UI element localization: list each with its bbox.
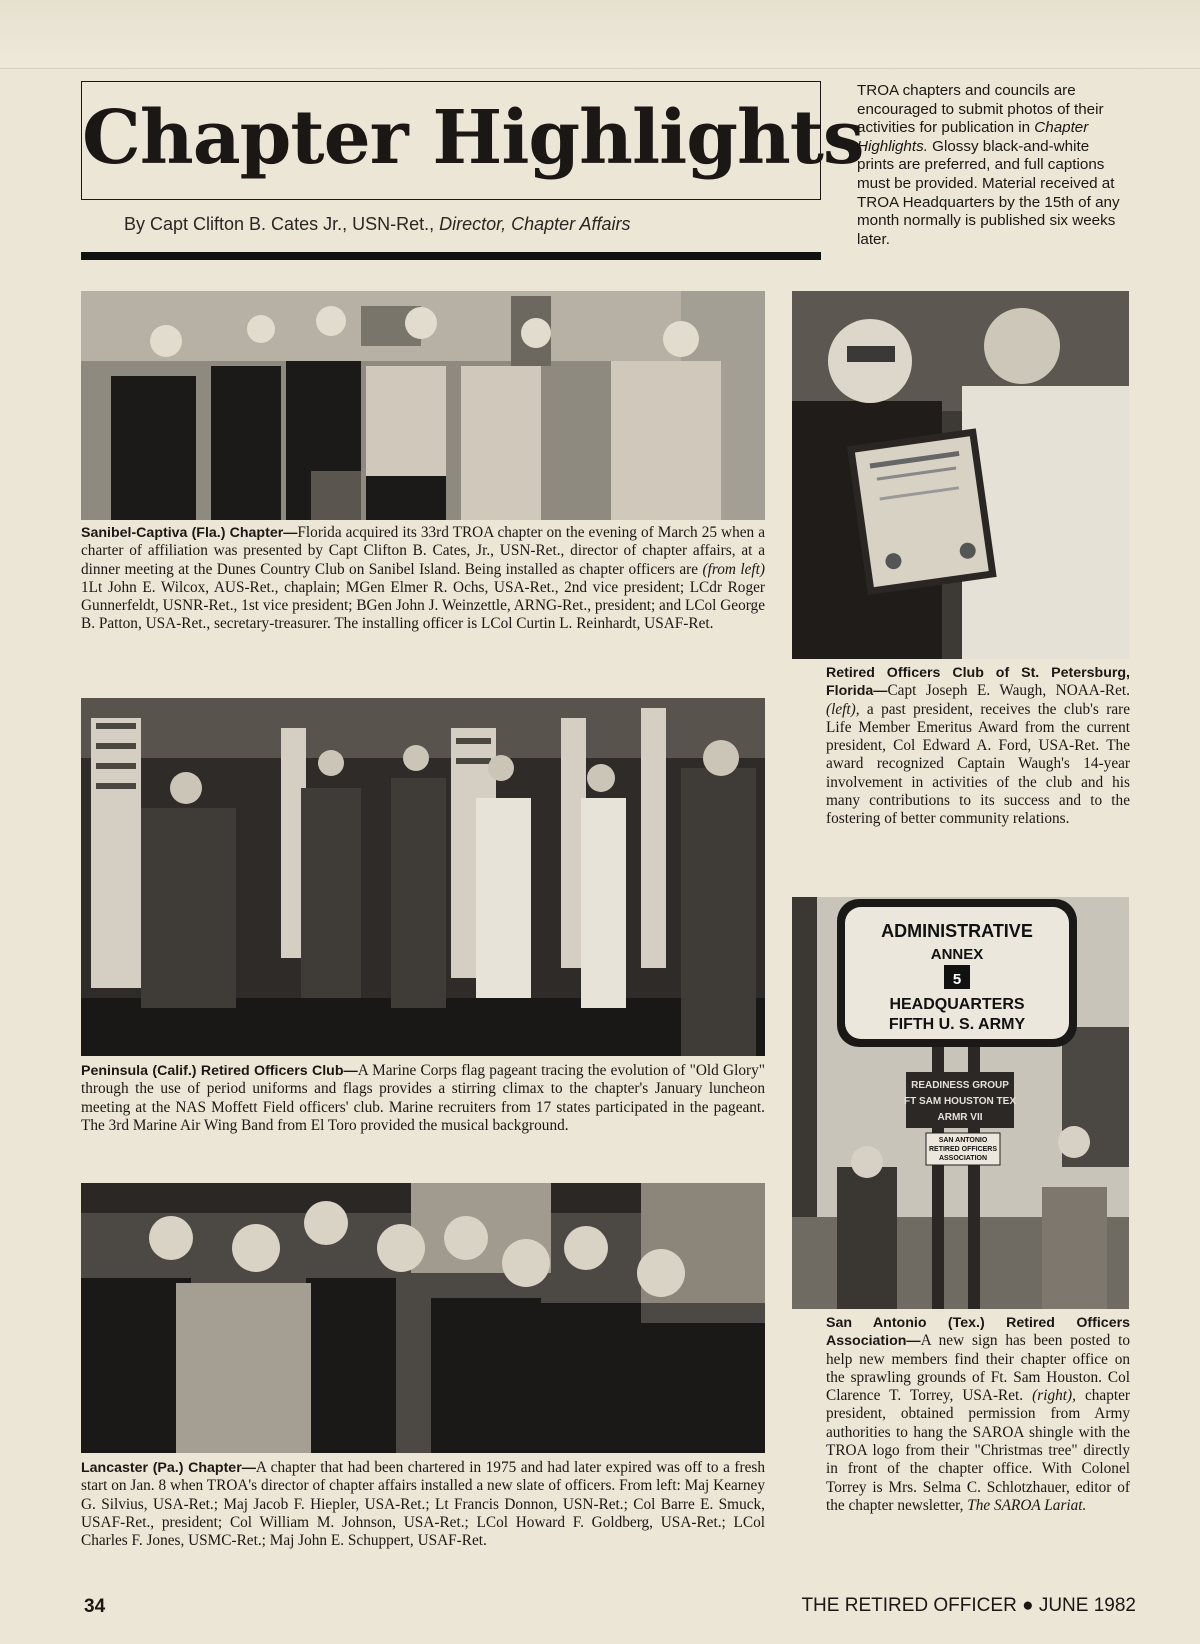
byline [124, 214, 764, 235]
byline-author: By Capt Clifton B. Cates Jr., USN-Ret., [124, 214, 440, 234]
stpete-caption-italic: (left), [826, 700, 860, 718]
sanantonio-caption-text: A new sign has been posted to help new members find their chapter office on the sprawling grounds of Ft. Sam Houston. Col Clarence T. Torrey, USA-Ret. [826, 1332, 1130, 1405]
stpete-caption [826, 664, 1130, 829]
lancaster-caption-text: A chapter that had been chartered in 1975 and had later expired was off to a fresh start on Jan. 8 when TROA's director of chapter affairs installed a new slate of officers. From left: Maj Kearney G. Silvius, USA-Ret.; Maj Jacob F. Hiepler, USA-Ret.; Lt Francis Donnon, USN-Ret.; Col Barre E. Smuck, USAF-Ret., president; Col William M. Johnson, USA-Ret.; LCol Howard F. Goldberg, USA-Ret.; LCol Charles F. Jones, USMC-Ret.; Maj John E. Schuppert, USAF-Ret. [81, 1459, 766, 1550]
sanibel-caption-head: Sanibel-Captiva (Fla.) Chapter— [81, 525, 298, 541]
peninsula-caption-text: A Marine Corps flag pageant tracing the evolution of "Old Glory" through the use of period uniforms and flags provides a stirring climax to the chapter's January luncheon meeting at the NAS Moffett Field officers' club. Marine recruiters from 17 states participated in the pageant. The 3rd Marine Air Wing Band from El Toro provided the musical background. [81, 1062, 765, 1134]
sign-arc-text: ADMINISTRATIVE [881, 921, 1033, 941]
intro-text-b: Glossy black-and-white prints are preferred, and full captions must be provided. Material received at TROA Headquarters by the 15th of any month normally is published six weeks later. [857, 137, 1120, 248]
sanantonio-caption-italic-2: The SAROA Lariat. [967, 1496, 1087, 1514]
sanantonio-photo [792, 897, 1129, 1309]
peninsula-caption-head: Peninsula (Calif.) Retired Officers Club— [81, 1063, 358, 1079]
intro-paragraph [857, 82, 1129, 249]
peninsula-photo [81, 698, 765, 1056]
header-rule [81, 252, 821, 260]
sign-readiness-2: FT SAM HOUSTON TEX [903, 1096, 1017, 1107]
stpete-photo [792, 291, 1129, 659]
sign-annex-text: ANNEX [930, 946, 984, 963]
sign-readiness-3: ARMR VII [937, 1112, 983, 1123]
sanantonio-caption-italic: (right), [1032, 1387, 1076, 1405]
byline-role: Director, Chapter Affairs [439, 214, 631, 234]
sanibel-caption-italic: (from left) [702, 560, 765, 578]
intro-italic: Chapter Highlights. [857, 119, 1089, 155]
sanantonio-caption-text-b: chapter president, obtained permission from Army authorities to hang the SAROA shingle with the TROA logo from their "Christmas tree" directly in front of the chapter office. With Colonel Torrey is Mrs. Selma C. Schlotzhauer, editor of the chapter newsletter, [826, 1387, 1130, 1514]
page-title: Chapter Highlights [82, 95, 864, 181]
sanibel-photo [81, 291, 765, 520]
stpete-caption-head: Retired Officers Club of St. Petersburg, Florida— [826, 665, 1130, 700]
sign-readiness-1: READINESS GROUP [911, 1080, 1009, 1091]
sanibel-caption-text: Florida acquired its 33rd TROA chapter on the evening of March 25 when a charter of affiliation was presented by Capt Clifton B. Cates, Jr., USN-Ret., director of chapter affairs, at a dinner meeting at the Dunes Country Club on Sanibel Island. Being installed as chapter officers are [81, 524, 766, 578]
page-top-edge [0, 0, 1200, 69]
peninsula-caption [81, 1062, 765, 1135]
sign-saroa-2: RETIRED OFFICERS [928, 1146, 998, 1153]
sign-hq-text: HEADQUARTERS [889, 996, 1025, 1013]
sign-army-text: FIFTH U. S. ARMY [888, 1016, 1026, 1033]
sign-patch-text: 5 [952, 971, 962, 988]
title-box [81, 81, 864, 200]
sanantonio-caption [826, 1314, 1130, 1515]
lancaster-photo [81, 1183, 765, 1453]
page-number: 34 [84, 1596, 106, 1617]
sanantonio-caption-head: San Antonio (Tex.) Retired Officers Association— [826, 1315, 1130, 1350]
lancaster-caption [81, 1459, 765, 1550]
sanibel-caption [81, 524, 765, 634]
sign-saroa-1: SAN ANTONIO [938, 1137, 988, 1144]
intro-text: TROA chapters and councils are encouraged to submit photos of their activities for publication in [857, 82, 1104, 137]
stpete-caption-text-b: a past president, receives the club's rare Life Member Emeritus Award from the current president, Col Edward A. Ford, USA-Ret. The award recognized Captain Waugh's 14-year involvement in activities of the club and his many contributions to its success and to the fostering of better community relations. [826, 700, 1130, 828]
sign-saroa-3: ASSOCIATION [938, 1155, 988, 1162]
lancaster-caption-head: Lancaster (Pa.) Chapter— [81, 1460, 256, 1476]
sanibel-caption-text-b: 1Lt John E. Wilcox, AUS-Ret., chaplain; MGen Elmer R. Ochs, USA-Ret., 2nd vice president; LCdr Roger Gunnerfeldt, USNR-Ret., 1st vice president; BGen John J. Weinzettle, ARNG-Ret., president; and LCol George B. Patton, USA-Ret., secretary-treasurer. The installing officer is LCol Curtin L. Reinhardt, USAF-Ret. [81, 578, 765, 633]
magazine-footer: THE RETIRED OFFICER ● JUNE 1982 [801, 1595, 1136, 1616]
stpete-caption-text: Capt Joseph E. Waugh, NOAA-Ret. [887, 682, 1130, 700]
